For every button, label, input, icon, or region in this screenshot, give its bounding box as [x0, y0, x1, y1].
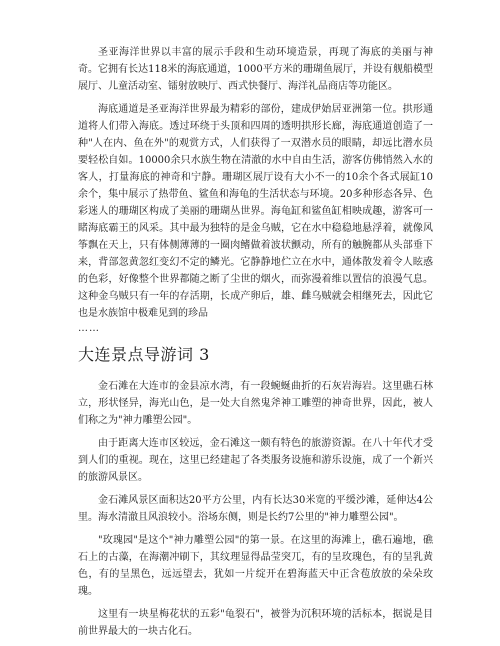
paragraph-jinshitan-intro: 金石滩在大连市的金县凉水湾，有一段蜿蜒曲折的石灰岩海岩。这里礁石林立，形状怪异，海光山色，是一处大自然鬼斧神工雕塑的神奇世界，因此，被人们称之为"神力雕塑公园"。 [78, 381, 433, 426]
paragraph-turtle-crack-stone: 这里有一块星梅花状的五彩"龟裂石"，被誉为沉积环境的活标本，据说是目前世界最大的一块古化石。 [78, 609, 433, 637]
ellipsis: …… [78, 323, 100, 334]
paragraph-underwater-tunnel: 海底通道是圣亚海洋世界最为精彩的部份，建成伊始居亚洲第一位。拱形通道将人们带入海底。透过环绕于头顶和四周的透明拱形长廊，海底通道创造了一种"人在内、鱼在外"的观赏方式，人们获得了一双潜水员的眼睛，却远比潜水员要轻松自如。10000余只水族生物在清澈的水中自由生活，游客仿佛悄然入水的客人，打量海底的神奇和宁静。珊瑚区展厅设有大小不一的10余个各式展缸10余个，集中展示了热带鱼、鲨鱼和海龟的生活状态与环境。20多种形态各异、色彩迷人的珊瑚区构成了美丽的珊瑚丛世界。海龟缸和鲨鱼缸相映成趣，游客可一睹海底霸王的风采。其中最为独特的是金乌贼，它在水中稳稳地悬浮着，就像风筝飘在天上，只有体侧薄薄的一圈肉鳍做着波状颤动，所有的触腕都从头部垂下来，背部忽黄忽红变幻不定的鳞光。它静静地伫立在水中，通体散发着令人眩惑的色彩，好像整个世界都随之断了尘世的烟火，而弥漫着维以置信的浪漫气息。这种金乌贼只有一年的存活期，长成产卵后，雄、雌乌贼就会相继死去，因此它也是水族馆中极难见到的珍品 [78, 104, 433, 319]
paragraph-jinshitan-development: 由于距离大连市区较远，金石滩这一颇有特色的旅游资源。在八十年代才受到人们的重视。现在，这里已经建起了各类服务设施和游乐设施，成了一个新兴的旅游风景区。 [78, 438, 433, 483]
paragraph-jinshitan-area: 金石滩风景区面积达20平方公里，内有长达30米宽的平缓沙滩，延伸达4公里。海水清澈且风浪较小。浴场东侧，则是长约7公里的"神力雕塑公园"。 [78, 495, 433, 523]
section-title: 大连景点导游词 3 [78, 345, 210, 364]
paragraph-aquarium-intro: 圣亚海洋世界以丰富的展示手段和生动环境造景，再现了海底的美丽与神奇。它拥有长达118米的海底通道，1000平方米的珊瑚鱼展厅，并设有舰船模型展厅、儿童活动室、镭射放映厅、西式快餐厅、海洋礼品商店等功能区。 [78, 47, 433, 92]
paragraph-rose-garden: "玫瑰园"是这个"神力雕塑公园"的第一景。在这里的海滩上，礁石遍地，礁石上的古藻，在海潮冲刷下，其纹理显得晶莹突兀，有的呈玫瑰色，有的呈乳黄色，有的呈黑色，远远望去，犹如一片绽开在碧海蓝天中正含苞放放的朵朵玫瑰。 [78, 535, 433, 597]
document-page [78, 44, 433, 646]
